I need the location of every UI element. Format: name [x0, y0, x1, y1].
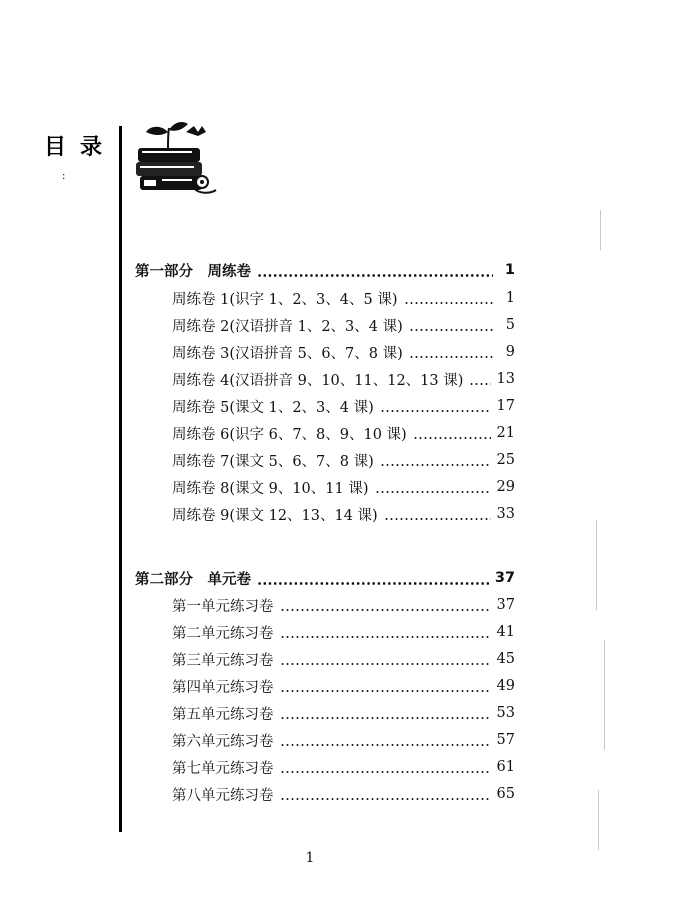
- toc-item[interactable]: [172, 422, 515, 444]
- books-sprout-illustration: [132, 118, 222, 196]
- scan-speck: [600, 210, 601, 250]
- leader-dots: [384, 518, 491, 520]
- leader-dots: [404, 302, 494, 304]
- toc-item[interactable]: [172, 729, 515, 751]
- leader-dots: [280, 663, 491, 665]
- item-page: 53: [496, 705, 515, 721]
- item-title: 第四单元练习卷: [172, 679, 274, 696]
- toc-item[interactable]: [172, 594, 515, 616]
- toc-item[interactable]: [172, 675, 515, 697]
- item-title: 周练卷 1(识字 1、2、3、4、5 课): [172, 291, 398, 308]
- section-row[interactable]: [135, 567, 515, 589]
- section-row[interactable]: [135, 259, 515, 281]
- leader-dots: [409, 356, 493, 358]
- item-page: 33: [496, 506, 515, 522]
- toc-item[interactable]: [172, 314, 515, 336]
- leader-dots: [280, 636, 491, 638]
- scan-speck: [596, 520, 597, 610]
- item-title: 第二单元练习卷: [172, 625, 274, 642]
- leader-dots: [257, 274, 493, 277]
- item-page: 49: [496, 678, 515, 694]
- item-title: 周练卷 4(汉语拼音 9、10、11、12、13 课): [172, 372, 464, 389]
- heading-mark: :: [62, 171, 66, 182]
- item-page: 37: [496, 597, 515, 613]
- toc-item[interactable]: [172, 783, 515, 805]
- item-page: 25: [496, 452, 515, 468]
- toc-item[interactable]: [172, 756, 515, 778]
- item-page: 41: [496, 624, 515, 640]
- leader-dots: [413, 437, 491, 439]
- item-page: 5: [505, 317, 515, 333]
- item-title: 第八单元练习卷: [172, 787, 274, 804]
- item-title: 第六单元练习卷: [172, 733, 274, 750]
- leader-dots: [469, 383, 490, 385]
- leader-dots: [280, 744, 491, 746]
- toc-item[interactable]: [172, 621, 515, 643]
- item-title: 周练卷 5(课文 1、2、3、4 课): [172, 399, 374, 416]
- item-title: 第三单元练习卷: [172, 652, 274, 669]
- item-page: 29: [496, 479, 515, 495]
- leader-dots: [380, 410, 491, 412]
- leader-dots: [280, 798, 491, 800]
- section-title: 第一部分 周练卷: [135, 263, 251, 280]
- item-title: 第五单元练习卷: [172, 706, 274, 723]
- leader-dots: [380, 464, 491, 466]
- toc-heading: 目录: [44, 135, 117, 160]
- vertical-divider: [119, 126, 122, 832]
- toc-item[interactable]: [172, 503, 515, 525]
- toc-item[interactable]: [172, 341, 515, 363]
- scan-speck: [598, 790, 599, 850]
- item-title: 周练卷 3(汉语拼音 5、6、7、8 课): [172, 345, 403, 362]
- toc-item[interactable]: [172, 702, 515, 724]
- item-title: 周练卷 6(识字 6、7、8、9、10 课): [172, 426, 407, 443]
- leader-dots: [375, 491, 491, 493]
- item-title: 第一单元练习卷: [172, 598, 274, 615]
- toc-item[interactable]: [172, 395, 515, 417]
- item-page: 13: [496, 371, 515, 387]
- item-page: 57: [496, 732, 515, 748]
- section-title: 第二部分 单元卷: [135, 571, 251, 588]
- toc-item[interactable]: [172, 368, 515, 390]
- item-page: 17: [496, 398, 515, 414]
- leader-dots: [280, 771, 491, 773]
- item-page: 9: [505, 344, 515, 360]
- item-page: 65: [496, 786, 515, 802]
- item-page: 21: [496, 425, 515, 441]
- section-page: 1: [504, 262, 515, 278]
- toc-item[interactable]: [172, 476, 515, 498]
- item-title: 第七单元练习卷: [172, 760, 274, 777]
- item-page: 61: [496, 759, 515, 775]
- leader-dots: [280, 690, 491, 692]
- item-title: 周练卷 7(课文 5、6、7、8 课): [172, 453, 374, 470]
- item-page: 1: [505, 290, 515, 306]
- leader-dots: [280, 717, 491, 719]
- leader-dots: [409, 329, 493, 331]
- page-number: 1: [305, 850, 315, 866]
- toc-item[interactable]: [172, 287, 515, 309]
- section-page: 37: [494, 570, 515, 586]
- item-title: 周练卷 9(课文 12、13、14 课): [172, 507, 378, 524]
- toc-item[interactable]: [172, 449, 515, 471]
- item-title: 周练卷 8(课文 9、10、11 课): [172, 480, 369, 497]
- leader-dots: [257, 582, 489, 585]
- scan-speck: [604, 640, 605, 750]
- toc-item[interactable]: [172, 648, 515, 670]
- leader-dots: [280, 609, 491, 611]
- item-page: 45: [496, 651, 515, 667]
- item-title: 周练卷 2(汉语拼音 1、2、3、4 课): [172, 318, 403, 335]
